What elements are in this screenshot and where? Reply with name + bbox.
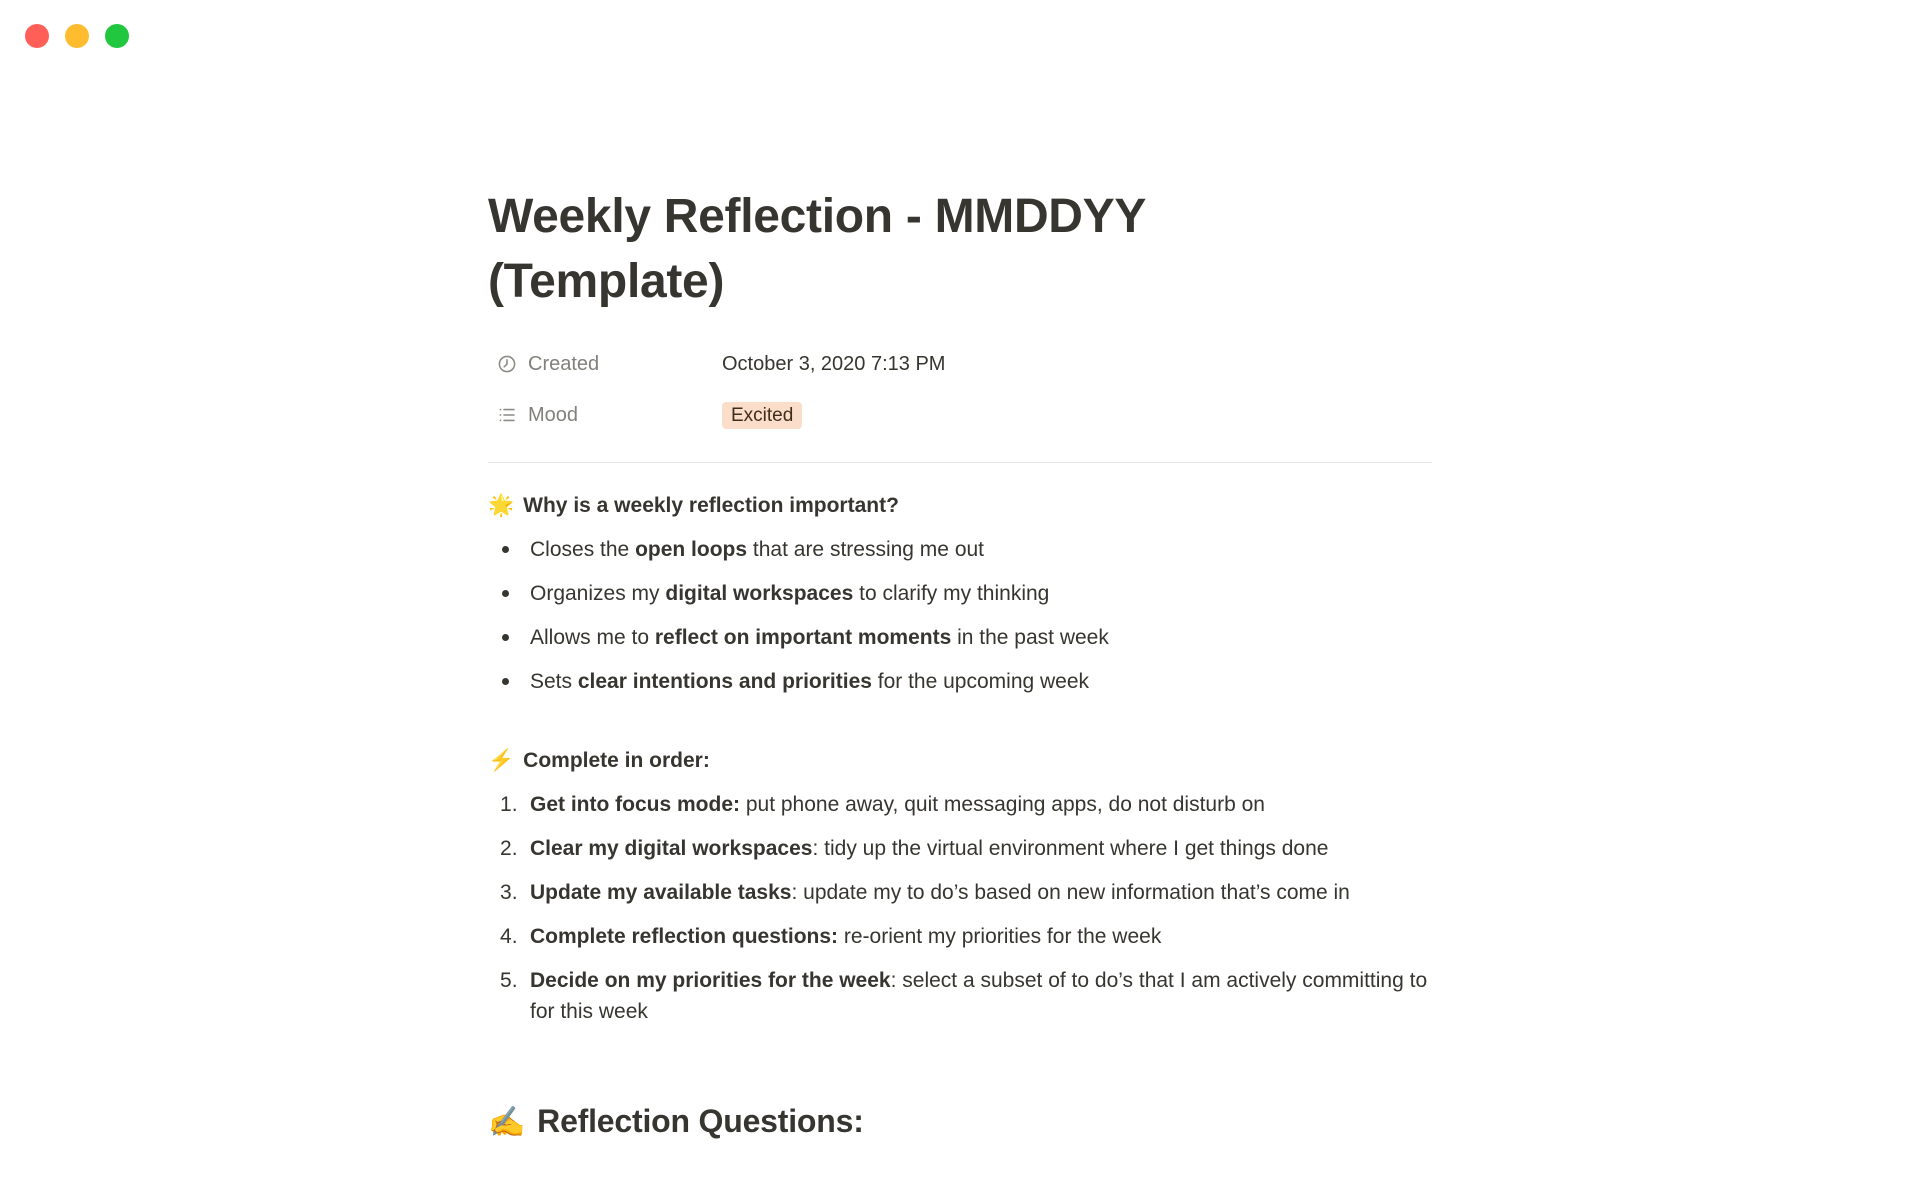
notion-page bbox=[488, 0, 1432, 1140]
property-label-created bbox=[488, 353, 722, 376]
reflection-questions-heading[interactable] bbox=[488, 1103, 1432, 1140]
steps-section-header[interactable] bbox=[488, 745, 1432, 776]
list-item[interactable]: Clear my digital workspaces: tidy up the virtual environment where I get things done bbox=[530, 837, 1329, 860]
glowing-star-emoji-icon: 🌟 bbox=[488, 494, 515, 517]
writing-hand-emoji-icon: ✍️ bbox=[488, 1106, 526, 1139]
list-item[interactable]: Sets clear intentions and priorities for the upcoming week bbox=[488, 666, 1432, 697]
list-item[interactable]: Closes the open loops that are stressing me out bbox=[488, 534, 1432, 565]
why-bullet-list bbox=[488, 534, 1432, 697]
created-date-value[interactable]: October 3, 2020 7:13 PM bbox=[722, 352, 946, 375]
page-properties bbox=[488, 344, 1432, 435]
divider bbox=[488, 462, 1432, 463]
page-title[interactable]: Weekly Reflection - MMDDYY (Template) bbox=[488, 190, 1146, 308]
list-item[interactable]: Decide on my priorities for the week: select a subset of to do’s that I am actively committing to for this week bbox=[530, 969, 1428, 1023]
why-section-title: Why is a weekly reflection important? bbox=[523, 494, 899, 517]
steps-numbered-list bbox=[488, 789, 1432, 1027]
zoom-button[interactable] bbox=[105, 24, 129, 48]
reflection-questions-heading-text: Reflection Questions: bbox=[537, 1103, 864, 1139]
mood-value bbox=[722, 402, 802, 429]
property-row-mood[interactable] bbox=[488, 395, 1432, 435]
why-section-header[interactable] bbox=[488, 490, 1432, 521]
clock-icon bbox=[497, 354, 517, 374]
bulleted-list-icon bbox=[497, 405, 517, 425]
window-controls bbox=[25, 24, 129, 48]
list-item[interactable]: Get into focus mode: put phone away, quit messaging apps, do not disturb on bbox=[530, 793, 1265, 816]
lightning-emoji-icon: ⚡ bbox=[488, 749, 515, 772]
list-item[interactable]: Allows me to reflect on important moments in the past week bbox=[488, 622, 1432, 653]
property-label-text: Created bbox=[528, 352, 600, 375]
property-row-created[interactable] bbox=[488, 344, 1432, 384]
list-item[interactable]: Organizes my digital workspaces to clarify my thinking bbox=[488, 578, 1432, 609]
property-label-mood bbox=[488, 404, 722, 427]
list-item[interactable]: Complete reflection questions: re-orient my priorities for the week bbox=[530, 925, 1162, 948]
property-label-text: Mood bbox=[528, 403, 579, 426]
list-item[interactable]: Update my available tasks: update my to do’s based on new information that’s come in bbox=[530, 881, 1350, 904]
close-button[interactable] bbox=[25, 24, 49, 48]
mood-tag-excited[interactable]: Excited bbox=[722, 402, 802, 429]
minimize-button[interactable] bbox=[65, 24, 89, 48]
steps-section-title: Complete in order: bbox=[523, 749, 710, 772]
